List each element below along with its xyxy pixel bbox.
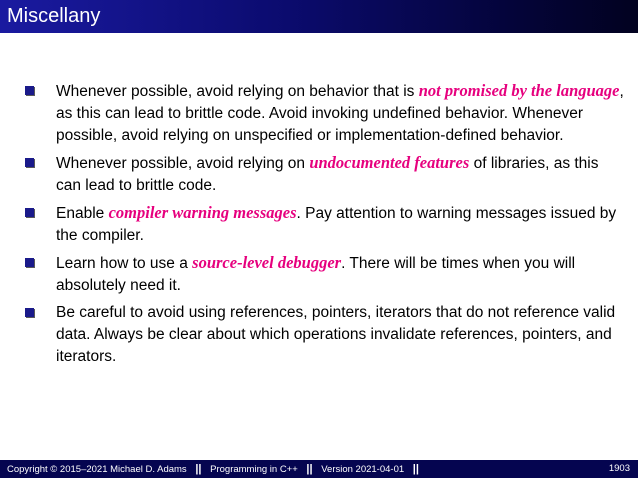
- footer-bar: [0, 460, 638, 478]
- bullet-square-icon: [25, 86, 34, 95]
- bullet-text: Be careful to avoid using references, pointers, iterators that do not reference valid data. Always be clear about which operations invalidate references, pointers, and iterators.: [56, 304, 616, 365]
- title-bar: [0, 0, 638, 33]
- emphasis-text: not promised by the language: [418, 81, 620, 100]
- bullet-text: . Pay attention to warning messages issued by the compiler.: [56, 205, 617, 244]
- footer-info: [7, 460, 425, 479]
- bullet-item: [24, 202, 624, 247]
- footer-separator: ||: [306, 463, 313, 475]
- bullet-square-icon: [25, 208, 34, 217]
- emphasis-text: compiler warning messages: [108, 203, 297, 222]
- bullet-list: [24, 80, 624, 368]
- bullet-text: Whenever possible, avoid relying on behavior that is: [56, 83, 419, 100]
- footer-version: Version 2021-04-01: [321, 464, 405, 475]
- bullet-text: , as this can lead to brittle code. Avoid invoking undefined behavior. Whenever possible, avoid relying on unspecified or implementation-defined behavior.: [56, 83, 624, 144]
- bullet-item: [24, 80, 624, 147]
- bullet-square-icon: [25, 158, 34, 167]
- bullet-item: [24, 302, 624, 368]
- footer-separator: ||: [195, 463, 202, 475]
- bullet-text: of libraries, as this can lead to brittle code.: [56, 155, 599, 194]
- bullet-text: Learn how to use a: [56, 255, 193, 272]
- bullet-square-icon: [25, 308, 34, 317]
- bullet-text: Enable: [56, 205, 109, 222]
- bullet-text: . There will be times when you will absolutely need it.: [56, 255, 576, 294]
- slide-content: [24, 80, 624, 373]
- emphasis-text: source-level debugger: [192, 253, 342, 272]
- emphasis-text: undocumented features: [309, 153, 470, 172]
- bullet-text: Whenever possible, avoid relying on: [56, 155, 310, 172]
- bullet-item: [24, 252, 624, 297]
- bullet-item: [24, 152, 624, 197]
- footer-separator: ||: [412, 463, 419, 475]
- bullet-square-icon: [25, 258, 34, 267]
- footer-course: Programming in C++: [210, 464, 298, 475]
- page-number: 1903: [608, 463, 630, 474]
- slide-title: Miscellany: [7, 5, 101, 27]
- footer-copyright: Copyright © 2015–2021 Michael D. Adams: [7, 464, 187, 475]
